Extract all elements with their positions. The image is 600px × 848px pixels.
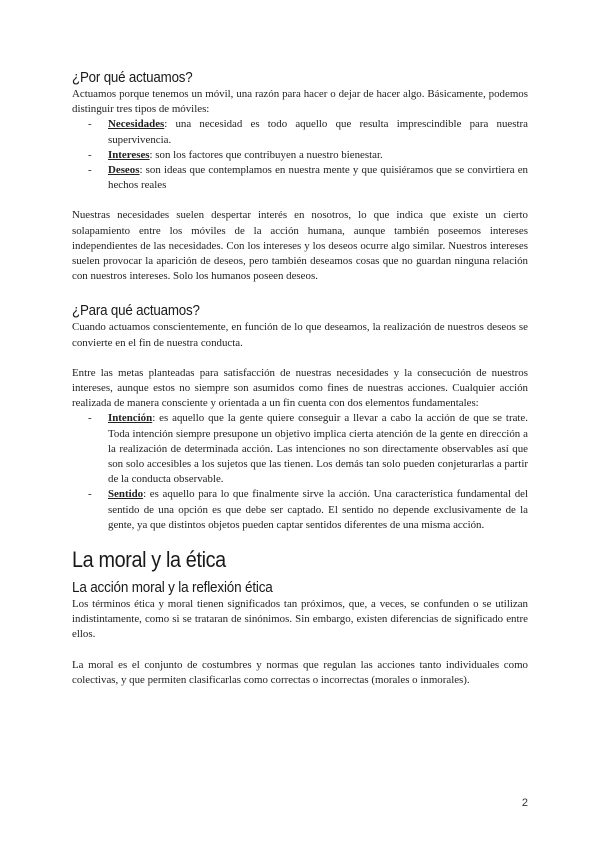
list-item-text: : son los factores que contribuyen a nuestro bienestar. xyxy=(149,148,383,161)
chapter-subtitle: La acción moral y la reflexión ética xyxy=(72,579,273,597)
list-item-necesidades xyxy=(72,117,528,147)
section-paragraph: Entre las metas planteadas para satisfacción de nuestras necesidades y la consecución de nuestros intereses, aunque estos no siempre son asumidos como fines de nuestras acciones. Cualquier acción realizada de manera consciente y orientada a un fin cuenta con dos elementos fundamentales: xyxy=(72,366,528,410)
chapter-paragraph: Los términos ética y moral tienen significados tan próximos, que, a veces, se confunden o se utilizan indistintamente, como si se trataran de sinónimos. Sin embargo, existen diferencias de significado entre ellos. xyxy=(72,598,528,641)
document-page xyxy=(72,70,528,688)
term-intereses: Intereses xyxy=(108,148,150,161)
list-item-intencion xyxy=(72,411,528,487)
term-necesidades: Necesidades xyxy=(108,118,165,131)
list-item-text: : una necesidad es todo aquello que resulta imprescindible para nuestra supervivencia. xyxy=(108,118,528,146)
section-intro: Actuamos porque tenemos un móvil, una razón para hacer o dejar de hacer algo. Básicamente, podemos distinguir tres tipos de móviles: xyxy=(72,88,528,116)
bullet-dash: - xyxy=(88,488,92,501)
chapter-moral-etica xyxy=(72,547,528,688)
list-item-text: : es aquello que la gente quiere conseguir a llevar a cabo la acción de que se trate. Toda intención siempre presupone un objetivo implica cierta atención de la gente en dirección a la realización de determinada acción. Las intenciones no son directamente observables así que son solo accesibles a los sujetos que las tienen. Los demás tan solo pueden conjeturarlas a partir de la conducta observable. xyxy=(108,412,528,486)
list-item-deseos xyxy=(72,163,528,193)
page-number: 2 xyxy=(521,797,528,809)
bullet-dash: - xyxy=(88,164,92,177)
bullet-dash: - xyxy=(88,148,92,161)
list-item-intereses xyxy=(72,148,528,163)
bullet-dash: - xyxy=(88,118,92,131)
section-para-que-actuamos xyxy=(72,303,528,533)
elements-list xyxy=(72,411,528,533)
bullet-dash: - xyxy=(88,412,92,425)
section-paragraph: Cuando actuamos conscientemente, en función de lo que deseamos, la realización de nuestros deseos se convierte en el fin de nuestra conducta. xyxy=(72,321,528,349)
term-sentido: Sentido xyxy=(108,488,144,501)
chapter-paragraph: La moral es el conjunto de costumbres y normas que regulan las acciones tanto individuales como colectivas, y que permiten clasificarlas como correctas o incorrectas (morales o inmorales). xyxy=(72,658,528,686)
chapter-title: La moral y la ética xyxy=(72,547,226,573)
list-item-text: : son ideas que contemplamos en nuestra mente y que quisiéramos que se convirtiera en hechos reales xyxy=(108,164,528,192)
section-heading: ¿Por qué actuamos? xyxy=(72,70,193,86)
motives-list xyxy=(72,117,528,193)
term-deseos: Deseos xyxy=(108,164,140,177)
term-intencion: Intención xyxy=(108,412,153,425)
list-item-text: : es aquello para lo que finalmente sirve la acción. Una característica fundamental del sentido de una opción es que debe ser captado. El sentido no depende exclusivamente de la gente, ya que distintos objetos pueden captar sentidos diferentes de una misma acción. xyxy=(108,488,528,531)
list-item-sentido xyxy=(72,487,528,533)
section-heading: ¿Para qué actuamos? xyxy=(72,303,200,320)
section-paragraph: Nuestras necesidades suelen despertar interés en nosotros, lo que indica que existe un cierto solapamiento entre los móviles de la acción humana, aunque también poseemos intereses independientes de las necesidades. Con los intereses y los deseos ocurre algo similar. Nuestros intereses suelen provocar la aparición de deseos, pero también deseamos cosas que no guardan ninguna relación con nuestros intereses. Solo los humanos poseen deseos. xyxy=(72,209,528,283)
section-por-que-actuamos xyxy=(72,70,528,284)
